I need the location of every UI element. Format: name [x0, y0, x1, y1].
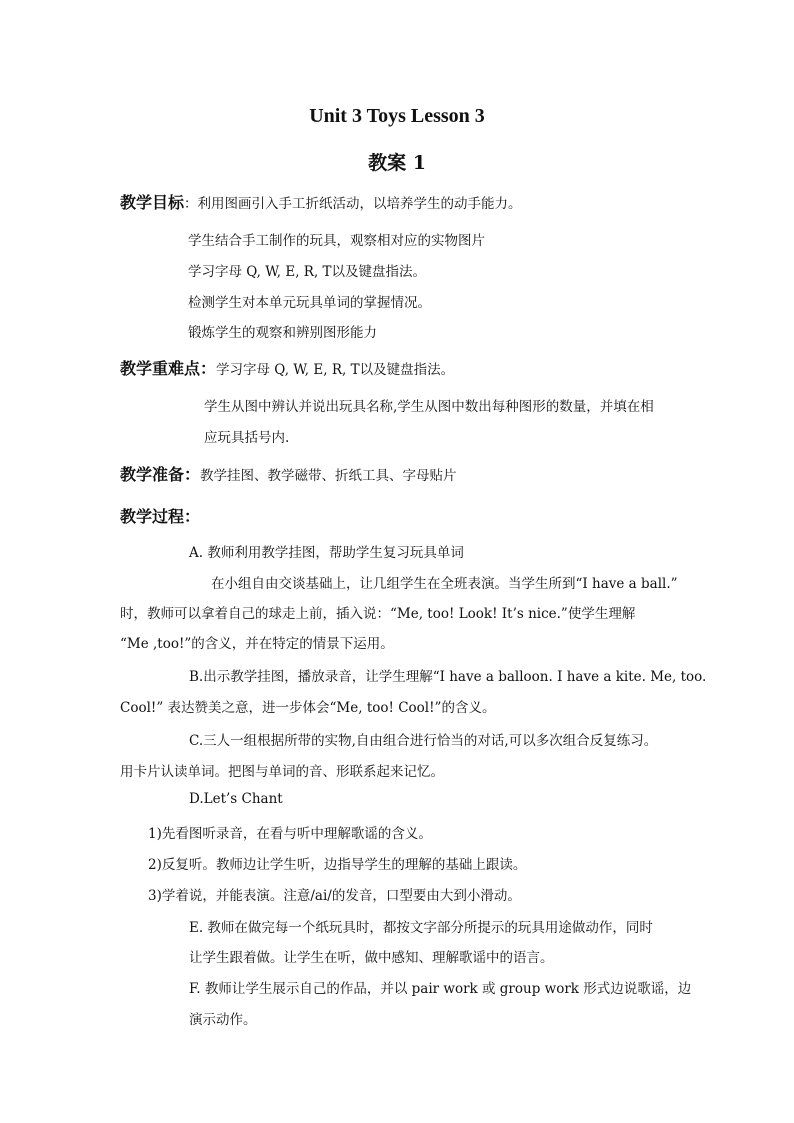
- key-points-section: [120, 356, 454, 379]
- step-a-title: A. 教师利用教学挂图，帮助学生复习玩具单词: [189, 545, 464, 561]
- objective-item-1: 学生结合手工制作的玩具，观察相对应的实物图片: [188, 233, 485, 249]
- chant-step-2: 2)反复听。教师边让学生听，边指导学生的理解的基础上跟读。: [148, 857, 527, 873]
- step-d-title: D.Let’s Chant: [189, 791, 283, 807]
- objective-item-2: 学习字母 Q, W, E, R, T以及键盘指法。: [188, 264, 427, 280]
- chant-step-1: 1)先看图听录音，在看与听中理解歌谣的含义。: [148, 826, 432, 842]
- step-a-line2: 时，教师可以拿着自己的球走上前，插入说：“Me, too! Look! It’s nice.”使学生理解: [120, 606, 636, 622]
- preparation-section: [120, 462, 457, 485]
- process-label: 教学过程：: [120, 507, 201, 526]
- objectives-section: [120, 190, 522, 213]
- step-e-line2: 让学生跟着做。让学生在听，做中感知、理解歌谣中的语言。: [189, 950, 554, 966]
- objectives-label: 教学目标: [120, 193, 185, 212]
- preparation-label: 教学准备：: [120, 465, 201, 484]
- step-c-line1: C.三人一组根据所带的实物,自由组合进行恰当的对话,可以多次组合反复练习。: [189, 733, 658, 749]
- step-b-line1: B.出示教学挂图，播放录音，让学生理解“I have a balloon. I have a kite. Me, too.: [189, 669, 707, 685]
- step-b-line2: Cool!” 表达赞美之意，进一步体会“Me, too! Cool!”的含义。: [120, 700, 496, 716]
- key-points-detail-line1: 学生从图中辨认并说出玩具名称,学生从图中数出每种图形的数量，并填在相: [204, 399, 654, 415]
- objective-item-3: 检测学生对本单元玩具单词的掌握情况。: [188, 295, 431, 311]
- step-c-line2: 用卡片认读单词。把图与单词的音、形联系起来记忆。: [120, 764, 444, 780]
- key-points-detail-line2: 应玩具括号内.: [204, 430, 290, 446]
- chant-step-3: 3)学着说，并能表演。注意/ai/的发音，口型要由大到小滑动。: [148, 888, 521, 904]
- page-subtitle: 教案 1: [368, 152, 426, 174]
- step-a-line1: 在小组自由交谈基础上，让几组学生在全班表演。当学生所到“I have a ball.”: [211, 576, 678, 592]
- key-points-text: 学习字母 Q, W, E, R, T以及键盘指法。: [216, 362, 455, 378]
- key-points-label: 教学重难点：: [120, 359, 217, 378]
- step-a-line3: “Me ,too!”的含义，并在特定的情景下运用。: [120, 636, 394, 652]
- objective-item-4: 锻炼学生的观察和辨别图形能力: [188, 325, 377, 341]
- preparation-text: 教学挂图、教学磁带、折纸工具、字母贴片: [200, 468, 457, 484]
- page-title: Unit 3 Toys Lesson 3: [309, 105, 485, 127]
- step-f-line2: 演示动作。: [189, 1012, 257, 1028]
- step-f-line1: F. 教师让学生展示自己的作品，并以 pair work 或 group work 形式边说歌谣，边: [189, 981, 692, 997]
- objectives-lead: ：利用图画引入手工折纸活动，以培养学生的动手能力。: [184, 196, 522, 212]
- step-e-line1: E. 教师在做完每一个纸玩具时，都按文字部分所提示的玩具用途做动作，同时: [189, 920, 653, 936]
